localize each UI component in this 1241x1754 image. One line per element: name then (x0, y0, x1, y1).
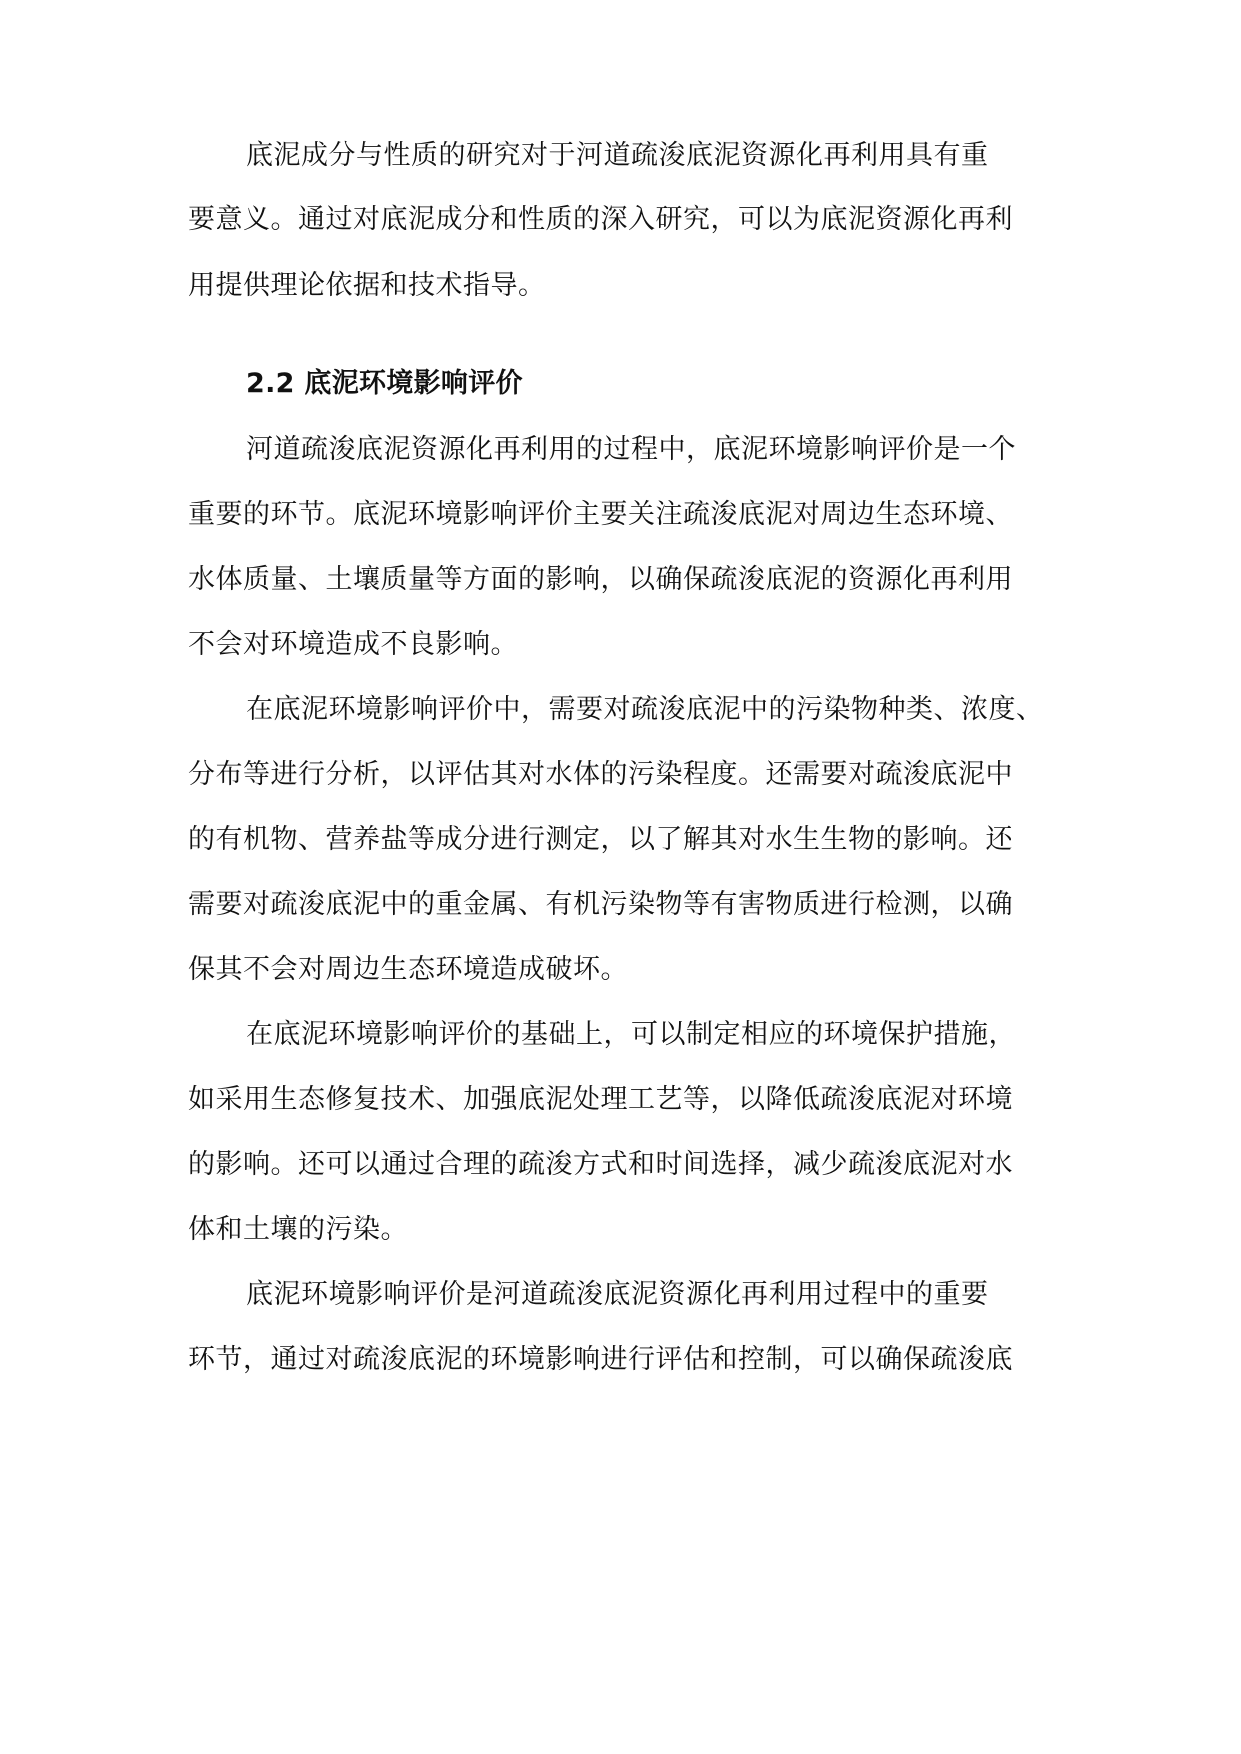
paragraph-2-line-1: 河道疏浚底泥资源化再利用的过程中，底泥环境影响评价是一个 (246, 434, 1016, 465)
paragraph-3-line-5: 保其不会对周边生态环境造成破坏。 (188, 954, 628, 985)
paragraph-1-line-1: 底泥成分与性质的研究对于河道疏浚底泥资源化再利用具有重 (246, 140, 989, 171)
paragraph-3-line-4: 需要对疏浚底泥中的重金属、有机污染物等有害物质进行检测，以确 (188, 889, 1013, 920)
paragraph-2-line-2: 重要的环节。底泥环境影响评价主要关注疏浚底泥对周边生态环境、 (188, 499, 1013, 530)
paragraph-5-line-1: 底泥环境影响评价是河道疏浚底泥资源化再利用过程中的重要 (246, 1279, 989, 1310)
paragraph-3-line-3: 的有机物、营养盐等成分进行测定，以了解其对水生生物的影响。还 (188, 824, 1013, 855)
paragraph-3-line-1: 在底泥环境影响评价中，需要对疏浚底泥中的污染物种类、浓度、 (246, 694, 1044, 725)
paragraph-3-line-2: 分布等进行分析，以评估其对水体的污染程度。还需要对疏浚底泥中 (188, 759, 1013, 790)
paragraph-4-line-1: 在底泥环境影响评价的基础上，可以制定相应的环境保护措施， (246, 1019, 1016, 1050)
paragraph-4-line-2: 如采用生态修复技术、加强底泥处理工艺等，以降低疏浚底泥对环境 (188, 1084, 1013, 1115)
paragraph-1-line-2: 要意义。通过对底泥成分和性质的深入研究，可以为底泥资源化再利 (188, 204, 1013, 235)
section-heading: 2.2 底泥环境影响评价 (246, 368, 523, 399)
paragraph-1-line-3: 用提供理论依据和技术指导。 (188, 270, 546, 301)
paragraph-4-line-4: 体和土壤的污染。 (188, 1214, 408, 1245)
paragraph-5-line-2: 环节，通过对疏浚底泥的环境影响进行评估和控制，可以确保疏浚底 (188, 1344, 1013, 1375)
paragraph-4-line-3: 的影响。还可以通过合理的疏浚方式和时间选择，减少疏浚底泥对水 (188, 1149, 1013, 1180)
paragraph-2-line-4: 不会对环境造成不良影响。 (188, 629, 518, 660)
paragraph-2-line-3: 水体质量、土壤质量等方面的影响，以确保疏浚底泥的资源化再利用 (188, 564, 1013, 595)
